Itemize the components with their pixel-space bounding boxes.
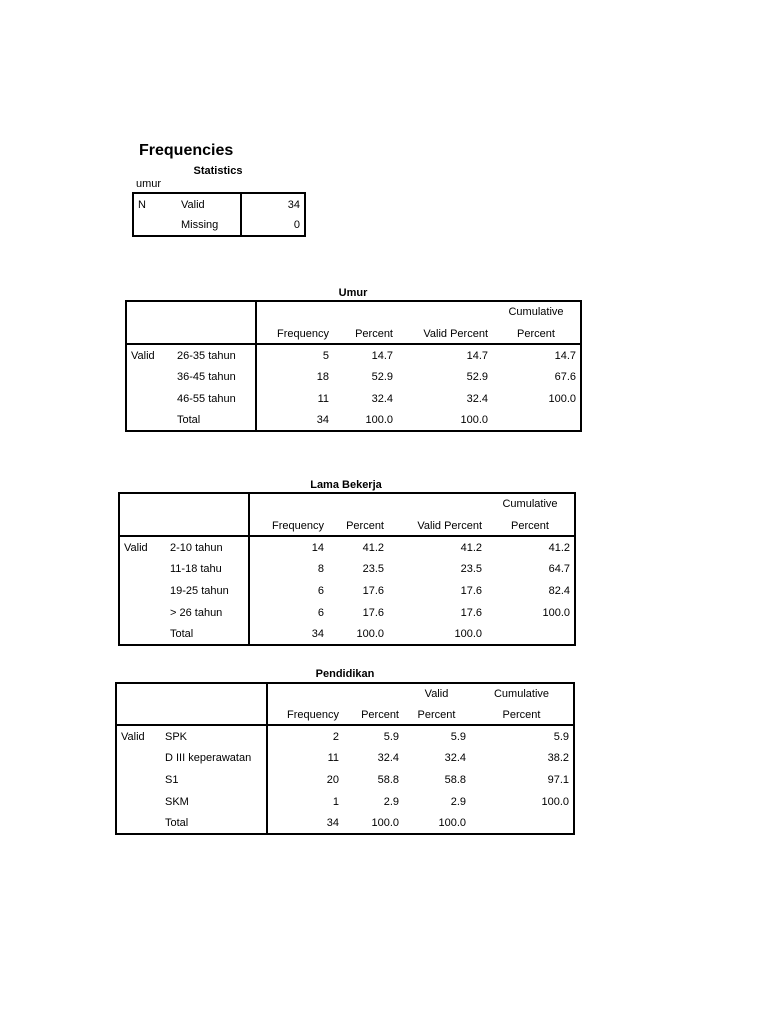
header-cumulative: Cumulative [508, 306, 564, 318]
cell-percent: 41.2 [362, 541, 384, 554]
table-row [126, 388, 581, 410]
header-valid-percent: Valid Percent [388, 514, 486, 536]
row-label: D III keperawatan [161, 747, 267, 769]
cell-percent: 58.8 [377, 774, 399, 786]
table-row [119, 624, 575, 645]
cell-cumulative [486, 624, 575, 645]
cell-frequency: 34 [316, 414, 329, 426]
cell-frequency: 6 [317, 607, 324, 619]
cell-valid-percent: 23.5 [460, 563, 482, 575]
table-row [126, 410, 581, 431]
table-row [133, 193, 305, 215]
umur-table [125, 300, 582, 432]
cell-cumulative: 100.0 [541, 796, 569, 808]
cell-cumulative [470, 813, 574, 834]
n-label: N [138, 198, 146, 211]
header-percent: Percent [333, 322, 397, 344]
lama-bekerja-title: Lama Bekerja [310, 479, 382, 491]
header-frequency: Frequency [249, 514, 328, 536]
cell-cumulative: 100.0 [542, 607, 570, 619]
cell-cumulative: 38.2 [547, 752, 569, 764]
header-frequency: Frequency [256, 322, 333, 344]
row-label: Valid [177, 193, 241, 215]
row-label: 26-35 tahun [173, 344, 256, 366]
cell-valid-percent: 5.9 [450, 730, 466, 743]
header-valid-percent: Valid Percent [397, 322, 492, 344]
cell-percent: 17.6 [362, 607, 384, 619]
page-title: Frequencies [139, 142, 234, 159]
row-label: 36-45 tahun [173, 366, 256, 388]
cell-percent: 32.4 [371, 393, 393, 405]
cell-cumulative: 100.0 [548, 393, 576, 405]
cell-valid-percent: 100.0 [454, 628, 482, 640]
row-label: > 26 tahun [166, 602, 249, 624]
header-cumulative: Cumulative [502, 498, 558, 510]
cell-cumulative: 67.6 [554, 371, 576, 383]
cell-valid-percent: 100.0 [438, 817, 466, 829]
cell-cumulative: 64.7 [548, 563, 570, 575]
cell-percent: 52.9 [371, 371, 393, 383]
cell-valid-percent: 2.9 [450, 796, 466, 808]
header-percent: Percent [328, 514, 388, 536]
cell-percent: 100.0 [356, 628, 384, 640]
cell-percent: 23.5 [362, 563, 384, 575]
table-row [116, 813, 574, 834]
cell-frequency: 34 [311, 628, 324, 640]
table-header-row [119, 493, 575, 514]
cell-frequency: 18 [316, 371, 329, 383]
cell-frequency: 14 [311, 541, 324, 554]
row-label: 19-25 tahun [166, 580, 249, 602]
cell-frequency: 2 [332, 730, 339, 743]
row-label: S1 [161, 769, 267, 791]
cell-frequency: 11 [317, 393, 329, 405]
header-frequency: Frequency [267, 703, 343, 725]
cell-frequency: 1 [332, 796, 339, 808]
cell-valid-percent: 14.7 [466, 349, 488, 362]
umur-title: Umur [338, 287, 368, 299]
cell-valid-percent: 58.8 [444, 774, 466, 786]
group-label: Valid [121, 730, 145, 743]
table-row [126, 344, 581, 366]
cell-frequency: 20 [326, 774, 339, 786]
cell-percent: 100.0 [365, 414, 393, 426]
cell-frequency: 5 [322, 349, 329, 362]
row-label: SKM [161, 791, 267, 813]
table-header-row [119, 514, 575, 536]
row-label: 46-55 tahun [173, 388, 256, 410]
cell-frequency: 34 [326, 817, 339, 829]
cell-percent: 100.0 [371, 817, 399, 829]
statistics-title: Statistics [193, 165, 243, 177]
cell-percent: 17.6 [362, 585, 384, 597]
cell-cumulative: 5.9 [553, 730, 569, 743]
table-row [116, 747, 574, 769]
cell-percent: 14.7 [371, 349, 393, 362]
cell-cumulative: 82.4 [548, 585, 570, 597]
table-header-row [116, 683, 574, 703]
lama-bekerja-table [118, 492, 576, 646]
table-row [119, 602, 575, 624]
cell-value: 0 [293, 219, 300, 231]
row-label: Missing [177, 215, 241, 236]
header-cumulative-percent: Percent [492, 322, 581, 344]
cell-valid-percent: 100.0 [460, 414, 488, 426]
cell-cumulative: 14.7 [554, 349, 576, 362]
table-row [126, 366, 581, 388]
table-row [119, 558, 575, 580]
table-header-row [126, 301, 581, 322]
header-percent: Percent [343, 703, 403, 725]
table-row [116, 791, 574, 813]
table-row [133, 215, 305, 236]
header-cumulative: Cumulative [493, 687, 550, 700]
header-cumulative-percent: Percent [486, 514, 575, 536]
cell-frequency: 6 [317, 585, 324, 597]
table-row [119, 536, 575, 558]
cell-valid-percent: 17.6 [460, 585, 482, 597]
statistics-table [132, 192, 306, 237]
cell-percent: 2.9 [383, 796, 399, 808]
statistics-variable: umur [136, 178, 162, 190]
pendidikan-title: Pendidikan [315, 668, 375, 680]
header-cumulative-percent: Percent [470, 703, 574, 725]
cell-frequency: 11 [327, 752, 339, 764]
cell-cumulative: 41.2 [548, 541, 570, 554]
cell-valid-percent: 17.6 [460, 607, 482, 619]
group-label: Valid [131, 349, 155, 362]
header-valid: Valid [424, 687, 449, 700]
header-valid-percent: Percent [403, 703, 470, 725]
table-header-row [126, 322, 581, 344]
row-label: 11-18 tahu [166, 558, 249, 580]
group-label: Valid [124, 541, 148, 554]
cell-valid-percent: 41.2 [460, 541, 482, 554]
table-header-row [116, 703, 574, 725]
table-row [119, 580, 575, 602]
cell-percent: 5.9 [383, 730, 399, 743]
cell-cumulative [492, 410, 581, 431]
cell-percent: 32.4 [377, 752, 399, 764]
table-row [116, 725, 574, 747]
cell-valid-percent: 32.4 [444, 752, 466, 764]
row-label: Total [166, 624, 249, 645]
row-label: Total [173, 410, 256, 431]
cell-value: 34 [287, 198, 300, 211]
row-label: Total [161, 813, 267, 834]
pendidikan-table [115, 682, 575, 835]
table-row [116, 769, 574, 791]
row-label: SPK [161, 725, 267, 747]
cell-frequency: 8 [317, 563, 324, 575]
row-label: 2-10 tahun [166, 536, 249, 558]
cell-cumulative: 97.1 [547, 774, 569, 786]
cell-valid-percent: 52.9 [466, 371, 488, 383]
cell-valid-percent: 32.4 [466, 393, 488, 405]
